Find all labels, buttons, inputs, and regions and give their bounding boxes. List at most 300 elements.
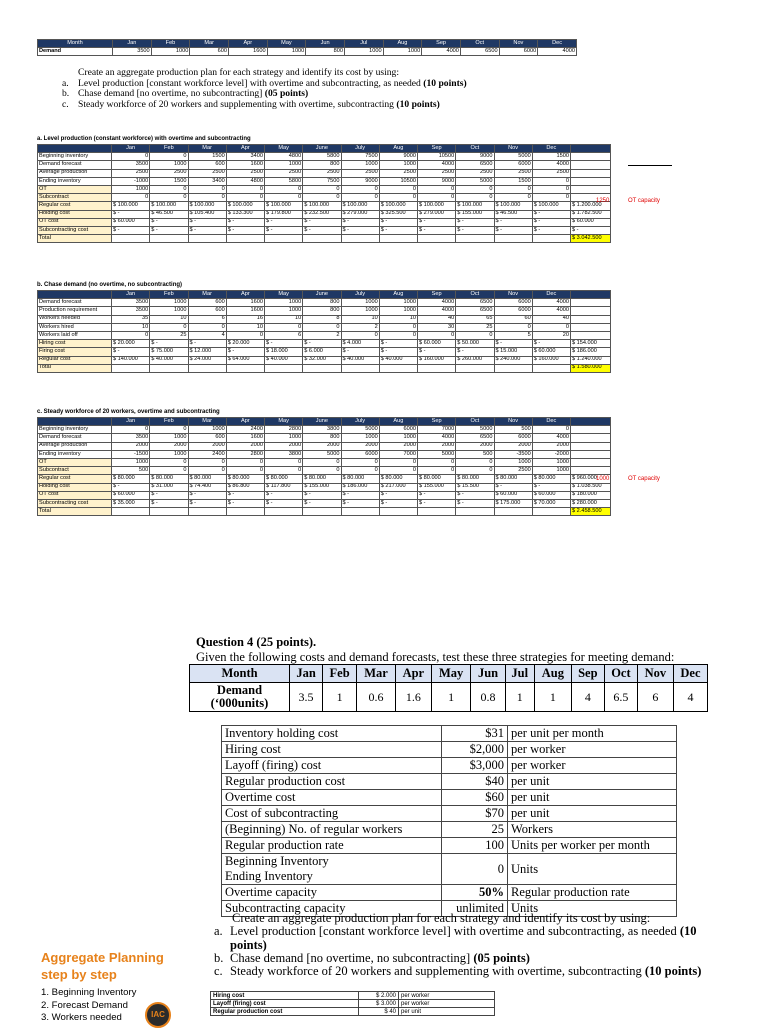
demand-cell: 6500 [460,48,499,56]
sheet-total-cell: $ 1.240.000 [571,356,611,364]
q-demand-header-cell: Oct [604,665,637,683]
bottom-cost-table [210,991,495,1016]
q-demand-cell: 1 [534,683,571,712]
sheet-total-cell: $ 280.000 [571,499,611,507]
sheet-cell: $ - [379,218,417,226]
sheet-total-cell: $ 60.000 [571,218,611,226]
instruction-text-wrap [78,100,440,111]
sheet-cell: -2000 [532,450,570,458]
sheet-row-label: Subcontract [38,194,112,202]
sheet-total-cell [571,434,611,442]
sheet-cell: 2000 [418,442,456,450]
sheet-cell: $ 100.000 [532,202,570,210]
sheet-row [38,235,611,243]
sheet-cell: $ - [188,499,226,507]
sheet-cell: 6000 [494,307,532,315]
cost-value: $31 [442,726,508,742]
sheet-cell: 2000 [494,442,532,450]
sheet-header-cell: Jan [112,145,150,153]
sidebar-step: 2. Forecast Demand [41,999,128,1011]
sheet-row [38,315,611,323]
sheet-cell: 2000 [341,442,379,450]
demand-header-cell: Jan [113,40,152,48]
sheet-cell: $ - [494,340,532,348]
q-demand-cell: 4 [673,683,707,712]
sheet-cell: 600 [188,434,226,442]
sheet-row-label: Total [38,364,112,372]
cost-unit: Workers [508,822,677,838]
sheet-header-cell: Feb [150,418,188,426]
demand-cell: 1000 [151,48,190,56]
sheet-header-cell [38,145,112,153]
sheet-row-label: Regular cost [38,356,112,364]
sheet-cell [150,364,188,372]
sheet-row-label: Demand forecast [38,299,112,307]
cost-row [222,742,677,758]
cost-unit: per worker [508,758,677,774]
sheet-cell [112,235,150,243]
sheet-cell: 1600 [226,299,264,307]
sheet-row [38,185,611,193]
sheet-cell: 0 [418,185,456,193]
sheet-cell: 10 [150,315,188,323]
instruction-points: (10 points) [396,98,440,110]
sheet-total-cell [571,467,611,475]
sheet-cell: $ 80.000 [456,475,494,483]
sheet-header-cell: Sep [418,418,456,426]
table-a-title: a. Level production (constant workforce) with overtime and subcontracting [37,136,251,142]
question-demand-header [190,665,708,683]
demand-cell: 3500 [113,48,152,56]
sheet-cell [265,508,303,516]
inventory-value: 0 [442,854,508,885]
sidebar-title [41,949,164,983]
table-c-steady-workforce [37,417,611,516]
sheet-cell [532,235,570,243]
sheet-cell: $ - [532,483,570,491]
sheet-cell [150,508,188,516]
sheet-cell: 0 [532,185,570,193]
demand-cell: 1000 [344,48,383,56]
sheet-cell: $ - [150,226,188,234]
sheet-row [38,499,611,507]
sheet-cell: 3500 [112,161,150,169]
sheet-cell: $ 80.000 [265,475,303,483]
sheet-header-cell: Apr [226,291,264,299]
sheet-cell [112,364,150,372]
sheet-cell: $ 100.000 [494,202,532,210]
sheet-cell [494,235,532,243]
sheet-header-cell: Oct [456,291,494,299]
sheet-row [38,450,611,458]
sheet-cell: 5000 [341,426,379,434]
sheet-row-label: Subcontracting cost [38,499,112,507]
sheet-cell: $ 60.000 [112,491,150,499]
sheet-cell: $ - [418,499,456,507]
sheet-row-label: Average production [38,169,112,177]
sheet-cell: $ - [303,491,341,499]
sheet-cell: $ 155.000 [456,210,494,218]
sheet-cell: $ - [112,210,150,218]
sheet-cell: $ - [532,218,570,226]
sheet-cell: $ - [418,226,456,234]
sheet-total-cell: $ 3.042.500 [571,235,611,243]
sheet-cell: $ 12.000 [188,348,226,356]
sheet-cell: 6500 [456,299,494,307]
sheet-cell: 1000 [188,426,226,434]
q-demand-header-cell: Sep [571,665,604,683]
sheet-cell: 4800 [265,153,303,161]
sheet-cell [341,508,379,516]
divider-line [628,165,672,166]
sheet-cell: 1000 [494,458,532,466]
sheet-cell: $ - [532,226,570,234]
instruction-marker: c. [62,98,69,110]
sheet-cell: 0 [265,323,303,331]
sheet-total-cell [571,299,611,307]
demand-cell: 1000 [267,48,306,56]
sheet-cell: 6000 [494,299,532,307]
sheet-total-cell [571,177,611,185]
sheet-cell [379,235,417,243]
sheet-cell: 0 [379,467,417,475]
sheet-row [38,356,611,364]
sheet-cell: $ 80.000 [418,475,456,483]
sheet-cell: 2500 [341,169,379,177]
sheet-cell: 0 [456,458,494,466]
sheet-cell: 0 [341,458,379,466]
sheet-cell: 800 [303,161,341,169]
sheet-cell: 4 [188,331,226,339]
sheet-cell: 2500 [265,169,303,177]
instruction-marker: b. [214,950,224,965]
q-demand-cell: 6 [637,683,673,712]
q-demand-cell: 1 [505,683,534,712]
sheet-cell: 0 [532,177,570,185]
demand-header-cell: Jun [306,40,345,48]
sheet-row [38,202,611,210]
sheet-cell: 9000 [379,153,417,161]
cost-parameters-table [221,725,677,917]
sheet-cell: 0 [379,458,417,466]
cost-label: Inventory holding cost [222,726,442,742]
sheet-cell: 0 [150,323,188,331]
instruction-text: Steady workforce of 20 workers and supplementing with overtime, subcontracting [78,98,397,110]
mini-cost-value: $ 2.000 [359,992,399,1000]
instruction-item [214,965,714,978]
sheet-cell: 6500 [456,161,494,169]
mini-cost-row [211,1008,495,1016]
sheet-cell: 3400 [188,177,226,185]
demand-header-cell: Sep [422,40,461,48]
sheet-row-label: OT cost [38,218,112,226]
sheet-cell: 0 [150,467,188,475]
sheet-cell: 10 [226,323,264,331]
sheet-cell: $ 179.800 [265,210,303,218]
sheet-cell: 2 [303,331,341,339]
sheet-cell: 0 [226,194,264,202]
sheet-cell: $ - [341,226,379,234]
mini-cost-row [211,1000,495,1008]
sheet-cell: $ 260.000 [456,356,494,364]
sidebar-title-line1: Aggregate Planning [41,950,164,965]
sheet-header-cell: Aug [379,291,417,299]
q-demand-cell: 0.6 [357,683,396,712]
sheet-cell: $ 60.000 [532,348,570,356]
sheet-cell: -1000 [112,177,150,185]
sheet-cell: $ 100.000 [379,202,417,210]
sheet-cell: $ 80.000 [494,475,532,483]
sheet-cell: $ - [226,218,264,226]
sheet-cell: $ - [341,491,379,499]
sheet-header-cell: June [303,291,341,299]
sheet-cell: 6000 [494,161,532,169]
sheet-cell: 0 [456,194,494,202]
sheet-cell: 40 [532,315,570,323]
sheet-cell [303,364,341,372]
sheet-cell: 0 [226,185,264,193]
sheet-total-cell: $ - [571,226,611,234]
sheet-cell: $ 100.000 [188,202,226,210]
sheet-cell: 0 [226,467,264,475]
sheet-header-row [38,145,611,153]
sheet-cell: $ 40.000 [379,356,417,364]
sheet-cell: 3400 [226,153,264,161]
sheet-cell: 1000 [341,299,379,307]
sheet-cell: 0 [379,185,417,193]
sheet-cell: 1000 [532,458,570,466]
sheet-header-cell: Mar [188,418,226,426]
sheet-row-label: OT [38,185,112,193]
table-a-level-production [37,144,611,243]
sheet-row [38,169,611,177]
sheet-row-label: Workers needed [38,315,112,323]
mini-cost-row [211,992,495,1000]
q-demand-header-cell: Apr [395,665,431,683]
sheet-cell: 1000 [341,434,379,442]
sheet-cell: 0 [226,458,264,466]
sheet-cell: 4000 [532,161,570,169]
cost-label: Layoff (firing) cost [222,758,442,774]
sheet-row [38,426,611,434]
sheet-header-cell: Sep [418,145,456,153]
mini-cost-value: $ 3.000 [359,1000,399,1008]
sheet-cell: $ 100.000 [303,202,341,210]
sheet-cell [456,364,494,372]
sheet-cell: 3500 [112,434,150,442]
sheet-cell: 2500 [150,169,188,177]
sheet-cell: 0 [112,426,150,434]
sheet-header-cell: Mar [188,291,226,299]
demand-header-cell: May [267,40,306,48]
cost-row [222,758,677,774]
sheet-cell: $ 20.000 [112,340,150,348]
instruction-text: Chase demand [no overtime, no subcontracting] [78,88,265,100]
cost-value: $40 [442,774,508,790]
sheet-row-label: Beginning inventory [38,426,112,434]
intro-lead: Create an aggregate production plan for each strategy and identify its cost by using: [78,67,400,78]
sheet-row-label: Production requirement [38,307,112,315]
top-demand-row [38,48,577,56]
demand-label-line1: Demand [216,683,263,697]
sheet-cell: 2500 [188,169,226,177]
sheet-cell [494,508,532,516]
sheet-header-cell: Nov [494,291,532,299]
overtime-capacity-label: Overtime capacity [222,885,442,901]
sheet-cell: 2400 [226,426,264,434]
q-demand-header-cell: Jan [290,665,323,683]
sheet-cell: 2500 [418,169,456,177]
sheet-cell [456,235,494,243]
sheet-cell: 1500 [188,153,226,161]
cost-label: (Beginning) No. of regular workers [222,822,442,838]
sheet-cell: $ - [150,499,188,507]
sheet-total-cell: $ 960.000 [571,475,611,483]
sheet-cell: $ - [532,340,570,348]
sheet-cell: 1000 [532,467,570,475]
sheet-row-label: Ending inventory [38,177,112,185]
sheet-cell: 2500 [494,169,532,177]
sheet-header-cell [38,291,112,299]
sheet-cell: $ - [265,499,303,507]
sheet-cell [226,508,264,516]
instruction-text: Chase demand [no overtime, no subcontracting] [230,950,474,965]
instruction-points: (10 points) [644,964,702,979]
instruction-marker: c. [214,964,223,979]
iac-logo-icon: IAC [145,1002,171,1028]
sheet-cell: 7500 [303,177,341,185]
q-demand-cell: 1 [323,683,357,712]
cost-value: $70 [442,806,508,822]
sheet-cell: $ - [226,499,264,507]
sheet-cell: 2000 [532,442,570,450]
sheet-cell: 10 [341,315,379,323]
cost-label: Hiring cost [222,742,442,758]
sheet-cell [456,508,494,516]
sheet-cell: $ 100.000 [418,202,456,210]
question-demand-row [190,683,708,712]
cost-unit: per unit per month [508,726,677,742]
sheet-cell: 0 [265,194,303,202]
sheet-cell: $ - [226,491,264,499]
cost-value: 25 [442,822,508,838]
sheet-cell: 4000 [532,307,570,315]
cost-value: $3,000 [442,758,508,774]
sheet-cell: 2000 [303,442,341,450]
sheet-cell: $ 6.000 [303,348,341,356]
sheet-cell: 0 [265,458,303,466]
cost-unit: per worker [508,742,677,758]
sheet-cell: 0 [303,185,341,193]
sheet-row [38,177,611,185]
demand-label-line2: (‘000units) [210,696,269,710]
cost-unit: per unit [508,806,677,822]
sheet-cell: 3800 [265,450,303,458]
sheet-cell: 4000 [418,299,456,307]
sheet-total-cell: $ 154.000 [571,340,611,348]
q-demand-header-cell: Mar [357,665,396,683]
sheet-cell: 1000 [265,434,303,442]
sheet-cell: $ - [188,226,226,234]
sheet-cell: $ 31.000 [150,483,188,491]
demand-header-cell: Nov [499,40,538,48]
sheet-row-label: Total [38,508,112,516]
q-demand-cell: 1 [431,683,471,712]
cost-label: Overtime cost [222,790,442,806]
sheet-cell: 0 [532,426,570,434]
demand-cell: Demand [38,48,113,56]
sheet-row-label: Ending inventory [38,450,112,458]
sheet-cell [188,508,226,516]
sheet-cell: $ 100.000 [341,202,379,210]
sheet-cell: 0 [379,194,417,202]
sheet-cell: $ 32.000 [303,356,341,364]
sheet-cell: $ - [456,499,494,507]
sheet-cell: $ 46.500 [150,210,188,218]
sheet-header-cell: Nov [494,145,532,153]
question-instructions [214,912,714,978]
sheet-total-cell: $ 2.458.500 [571,508,611,516]
q-demand-header-cell: Month [190,665,290,683]
sheet-cell: $ 60.000 [418,340,456,348]
sheet-header-cell: Sep [418,291,456,299]
sheet-cell: $ - [303,499,341,507]
mini-cost-label: Layoff (firing) cost [211,1000,359,1008]
sheet-cell: 6000 [379,426,417,434]
sheet-cell: 5800 [303,153,341,161]
sheet-total-cell [571,442,611,450]
sheet-cell: $ - [265,491,303,499]
sheet-header-cell: Dec [532,291,570,299]
demand-header-cell: Jul [344,40,383,48]
demand-header-cell: Month [38,40,113,48]
sheet-cell: 800 [303,307,341,315]
q-demand-cell: 4 [571,683,604,712]
sheet-cell: 4000 [418,161,456,169]
sheet-cell: $ 133.300 [226,210,264,218]
sheet-row [38,153,611,161]
sheet-cell: 1600 [226,307,264,315]
sheet-cell: 3500 [112,299,150,307]
sheet-cell: 10500 [379,177,417,185]
sidebar-step: 1. Beginning Inventory [41,987,137,998]
sheet-cell: 0 [456,185,494,193]
sheet-row-label: Holding cost [38,210,112,218]
sheet-cell: 35 [112,315,150,323]
sheet-header-cell: Jan [112,418,150,426]
sheet-cell: 7500 [341,153,379,161]
sheet-cell: $ 186.000 [341,483,379,491]
cost-value: 100 [442,838,508,854]
sheet-header-cell: May [265,418,303,426]
sheet-cell: 0 [303,194,341,202]
sheet-header-cell: Dec [532,145,570,153]
sheet-cell: $ 117.800 [265,483,303,491]
sheet-cell: $ - [418,218,456,226]
sheet-cell: 2500 [532,169,570,177]
sheet-header-cell [571,291,611,299]
sheet-cell: 10500 [418,153,456,161]
sheet-row-label: Firing cost [38,348,112,356]
sheet-cell: $ - [418,348,456,356]
q-demand-cell: 3.5 [290,683,323,712]
sheet-cell: 10 [112,323,150,331]
sheet-cell: 0 [494,323,532,331]
sheet-cell: 5000 [456,177,494,185]
sheet-cell: $ 35.000 [112,499,150,507]
sheet-header-cell [38,418,112,426]
sheet-row-label: Total [38,235,112,243]
